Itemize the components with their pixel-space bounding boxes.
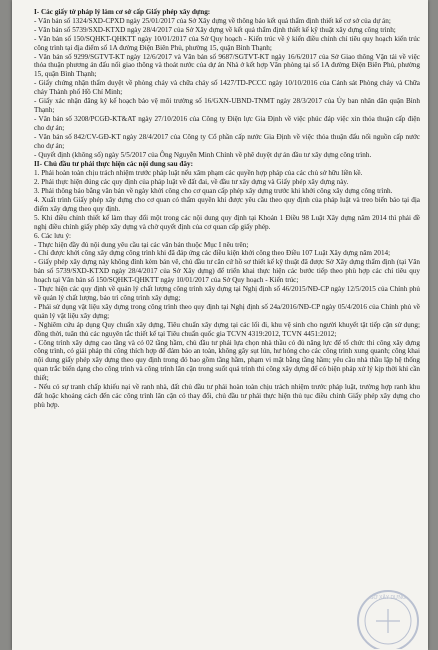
document-body bbox=[34, 8, 420, 410]
section2-item: 2. Phải thực hiện đúng các quy định của pháp luật về đất đai, về đầu tư xây dựng và Giấy phép xây dựng này. bbox=[34, 178, 349, 187]
section2-item: 5. Khi điều chỉnh thiết kế làm thay đổi một trong các nội dung quy định tại Khoản 1 Điều 98 Luật Xây dựng năm 2014 thì phải đề nghị điều chỉnh giấy phép xây dựng và chờ quyết định của cơ quan cấp giấy phép. bbox=[34, 213, 420, 231]
section2-item: - Nghiêm cứu áp dụng Quy chuẩn xây dựng, Tiêu chuẩn xây dựng tại các lối đi, khu vệ sinh cho người khuyết tật tiếp cận sử dụng; đồng thời, tuân thủ các nguyên tắc thiết kế tại Tiêu chuẩn quốc gia TCVN 4319:2012, TCVN 4451:2012; bbox=[34, 320, 420, 338]
section1-item: - Văn bản số 150/SQHKT-QHKTT ngày 10/01/2017 của Sở Quy hoạch - Kiến trúc về ý kiến điều chỉnh chỉ tiêu quy hoạch kiến trúc công trình tại địa điểm số 1A đường Điện Biên Phủ, phường 15, quận Bình Thạnh; bbox=[34, 34, 420, 52]
section1-item: - Văn bản số 9299/SGTVT-KT ngày 12/6/2017 và Văn bản số 9687/SGTVT-KT ngày 16/6/2017 của Sở Giao thông Vận tải về việc thỏa thuận phương án đấu nối giao thông và thoát nước của dự án Nhà ở kết hợp Văn phòng tại số 1A đường Điện Biên Phủ, phường 15, quận Bình Thạnh; bbox=[34, 52, 420, 79]
stamp-seal-icon bbox=[358, 591, 418, 649]
section1-item: - Giấy xác nhận đăng ký kế hoạch bảo vệ môi trường số 16/GXN-UBND-TNMT ngày 28/3/2017 của Ủy ban nhân dân quận Bình Thạnh; bbox=[34, 97, 420, 114]
section1-title: I- Các giấy tờ pháp lý làm cơ sở cấp Giấy phép xây dựng: bbox=[34, 8, 211, 16]
section2-item: - Nếu có sự tranh chấp khiếu nại về ranh nhà, đất chủ đầu tư phải hoàn toàn chịu trách nhiệm trước pháp luật, trường hợp ranh khu đất hoặc khoảng cách đến các công trình lân cận có thay đổi, chủ đầu tư phải thực hiện thủ tục điều chỉnh Giấy phép xây dựng cho phù hợp. bbox=[34, 383, 420, 409]
stamp-text: SỞ XÂY DỰNG bbox=[370, 595, 406, 601]
section2-item: 3. Phải thông báo bằng văn bản về ngày khởi công cho cơ quan cấp phép xây dựng trước khi khởi công xây dựng công trình. bbox=[34, 187, 393, 196]
section2-item: - Giấy phép xây dựng này không đính kèm bản vẽ, chủ đầu tư căn cứ hồ sơ thiết kế kỹ thuật đã được Sở Xây dựng thẩm định (tại Văn bản số 5739/SXD-KTXD ngày 28/4/2017 của Sở Xây dựng) để triển khai thực hiện các bước tiếp theo phù hợp các chỉ tiêu quy hoạch tại Văn bản số 150/SQHKT-QHKTT ngày 10/01/2017 của Sở Quy hoạch - Kiến trúc; bbox=[34, 258, 420, 285]
section1-item: - Quyết định (không số) ngày 5/5/2017 của Ông Nguyễn Minh Chính về phê duyệt dự án đầu tư xây dựng công trình. bbox=[34, 150, 372, 159]
section1-item: - Văn bản số 842/CV-GĐ-KT ngày 28/4/2017 của Công ty Cổ phần cấp nước Gia Định về việc thỏa thuận đấu nối nguồn cấp nước cho dự án; bbox=[34, 132, 420, 150]
section1-item: - Văn bản số 5739/SXD-KTXD ngày 28/4/2017 của Sở Xây dựng về kết quả thẩm định thiết kế kỹ thuật xây dựng công trình; bbox=[34, 25, 396, 34]
section2-item: - Phải sử dụng vật liệu xây dựng trong công trình theo quy định tại Nghị định số 24a/2016/NĐ-CP ngày 05/4/2016 của Chính phủ về quản lý vật liệu xây dựng; bbox=[34, 302, 420, 320]
section2-title: II- Chủ đầu tư phải thực hiện các nội dung sau đây: bbox=[34, 160, 194, 169]
section2-item: - Công trình xây dựng cao tầng và có 02 tầng hầm, chủ đầu tư phải lựa chọn nhà thầu có đủ năng lực để tổ chức thi công xây dựng công trình, có giải pháp thi công thích hợp để đảm bảo an toàn, không gây sụt lún, hư hỏng cho các công trình xung quanh; công khai nội dung giấy phép xây dựng theo quy định trong đó bao gồm tầng hầm, phạm vi mặt bằng tầng hầm; yêu cầu nhà thầu lập hệ thống quan trắc biến dạng cho công trình và công trình lân cận trong suốt quá trình thi công xây dựng để có biện pháp xử lý kịp thời khi cần thiết; bbox=[34, 338, 420, 383]
section2-item: - Thực hiện các quy định về quản lý chất lượng công trình xây dựng tại Nghị định số 46/2015/NĐ-CP ngày 12/5/2015 của Chính phủ về quản lý chất lượng, bảo trì công trình xây dựng; bbox=[34, 285, 420, 302]
section1-list bbox=[34, 17, 420, 160]
document-page bbox=[12, 0, 428, 650]
section1-item: - Văn bản số 1324/SXD-CPXD ngày 25/01/2017 của Sở Xây dựng về thông báo kết quả thẩm định thiết kế cơ sở của dự án; bbox=[34, 16, 391, 25]
section2-item: 1. Phải hoàn toàn chịu trách nhiệm trước pháp luật nếu xâm phạm các quyền hợp pháp của các chủ sở hữu liền kề. bbox=[34, 169, 363, 178]
section1-item: - Văn bản số 3208/PCGĐ-KT&AT ngày 27/10/2016 của Công ty Điện lực Gia Định về việc phúc đáp việc xin thỏa thuận cấp điện cho dự án; bbox=[34, 114, 420, 132]
official-stamp bbox=[342, 585, 420, 649]
section2-list bbox=[34, 169, 420, 409]
section2-item: - Chỉ được khởi công xây dựng công trình khi đã đáp ứng các điều kiện khởi công theo Điều 107 Luật Xây dựng năm 2014; bbox=[34, 249, 391, 258]
section1-item: - Giấy chứng nhận thẩm duyệt về phòng cháy và chữa cháy số 1427/TD-PCCC ngày 10/10/2016 của Cảnh sát Phòng cháy và Chữa cháy Thành phố Hồ Chí Minh; bbox=[34, 79, 420, 97]
section2-item: 6. Các lưu ý: bbox=[34, 231, 72, 240]
section2-item: 4. Xuất trình Giấy phép xây dựng cho cơ quan có thẩm quyền khi được yêu cầu theo quy định của pháp luật và treo biển báo tại địa điểm xây dựng theo quy định. bbox=[34, 196, 420, 213]
section2-item: - Thực hiện đầy đủ nội dung yêu cầu tại các văn bản thuộc Mục I nêu trên; bbox=[34, 240, 249, 249]
